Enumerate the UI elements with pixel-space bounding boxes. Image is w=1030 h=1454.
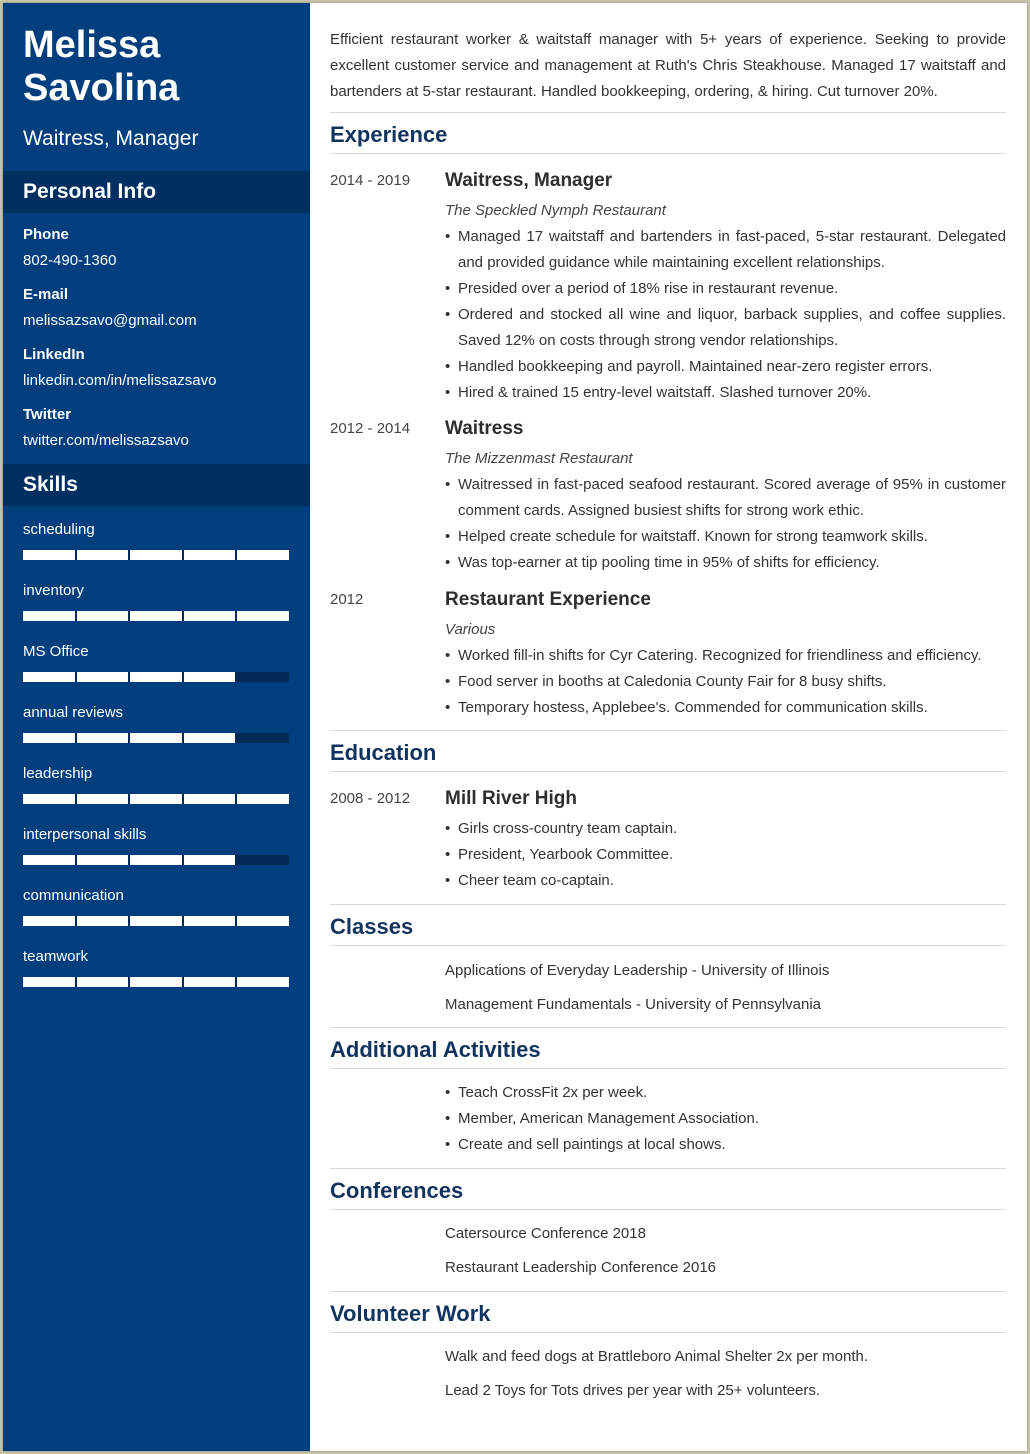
skill-bar-segment: [237, 977, 289, 987]
list-item: • Food server in booths at Caledonia County Fair for 8 busy shifts.: [445, 669, 1006, 695]
activities-heading: Additional Activities: [330, 1037, 541, 1062]
skill-bar-segment: [77, 977, 129, 987]
list-item: • Managed 17 waitstaff and bartenders in fast-paced, 5-star restaurant. Delegated and provided guidance while maintaining excellent relationships.: [445, 224, 1006, 276]
list-item: • Presided over a period of 18% rise in restaurant revenue.: [445, 276, 1006, 302]
conference-item: Restaurant Leadership Conference 2016: [445, 1259, 717, 1276]
skill-bar-segment: [184, 611, 236, 621]
classes-heading: Classes: [330, 914, 414, 939]
list-item: • Girls cross-country team captain.: [445, 816, 1006, 842]
linkedin-value: linkedin.com/in/melissazsavo: [23, 372, 217, 389]
job-title: Restaurant Experience: [445, 589, 651, 610]
list-item: • President, Yearbook Committee.: [445, 842, 1006, 868]
volunteer-heading: Volunteer Work: [330, 1301, 491, 1326]
skill-name: annual reviews: [23, 704, 124, 721]
email-value: melissazsavo@gmail.com: [23, 312, 197, 329]
sidebar: [3, 3, 310, 1451]
skill-bar-segment: [184, 733, 236, 743]
job-date: 2012: [330, 591, 364, 608]
skill-bar-segment: [77, 672, 129, 682]
list-item: • Waitressed in fast-paced seafood restaurant. Scored average of 95% in customer comment cards. Assigned busiest shifts for strong work ethic.: [445, 472, 1006, 524]
skill-bar-segment: [237, 550, 289, 560]
skill-bar-segment: [77, 611, 129, 621]
job-bullets: [445, 224, 1006, 406]
divider: [330, 771, 1006, 772]
skill-bar-segment: [130, 855, 182, 865]
skill-bar-segment: [130, 916, 182, 926]
divider: [330, 153, 1006, 154]
skill-bar-segment: [184, 916, 236, 926]
skill-name: leadership: [23, 765, 93, 782]
linkedin-label: LinkedIn: [23, 346, 85, 363]
skill-name: scheduling: [23, 521, 95, 538]
conference-item: Catersource Conference 2018: [445, 1225, 646, 1242]
skill-bar-segment: [77, 794, 129, 804]
job-employer: The Speckled Nymph Restaurant: [445, 202, 666, 219]
twitter-label: Twitter: [23, 406, 72, 423]
skill-bar-segment: [237, 733, 289, 743]
education-heading: Education: [330, 740, 437, 765]
divider: [330, 1209, 1006, 1210]
divider: [330, 1027, 1006, 1028]
job-title: Waitress, Manager: [445, 170, 613, 191]
skill-bar-segment: [23, 916, 75, 926]
skill-bar: [23, 672, 289, 682]
phone-value: 802-490-1360: [23, 252, 117, 269]
activities-bullets: [445, 1080, 1006, 1158]
skill-bar-segment: [77, 733, 129, 743]
email-label: E-mail: [23, 286, 69, 303]
volunteer-item: Lead 2 Toys for Tots drives per year with 25+ volunteers.: [445, 1382, 821, 1399]
divider: [330, 1291, 1006, 1292]
skill-bar: [23, 916, 289, 926]
divider: [330, 730, 1006, 731]
job-bullets: [445, 643, 1006, 721]
education-date: 2008 - 2012: [330, 790, 411, 807]
skill-bar-segment: [184, 977, 236, 987]
school-name: Mill River High: [445, 788, 577, 809]
skill-name: communication: [23, 887, 124, 904]
job-title: Waitress: [445, 418, 524, 439]
skill-bar-segment: [23, 733, 75, 743]
job-employer: Various: [445, 621, 496, 638]
skill-bar-segment: [184, 794, 236, 804]
skill-name: teamwork: [23, 948, 89, 965]
list-item: • Handled bookkeeping and payroll. Maintained near-zero register errors.: [445, 354, 1006, 380]
skill-bar-segment: [77, 855, 129, 865]
divider: [330, 1068, 1006, 1069]
list-item: • Temporary hostess, Applebee's. Commended for communication skills.: [445, 695, 1006, 721]
volunteer-item: Walk and feed dogs at Brattleboro Animal Shelter 2x per month.: [445, 1348, 869, 1365]
skill-bar-segment: [77, 916, 129, 926]
resume-page: [3, 3, 1027, 1451]
skill-bar: [23, 611, 289, 621]
divider: [330, 1168, 1006, 1169]
candidate-role: Waitress, Manager: [23, 127, 199, 150]
skill-bar-segment: [130, 977, 182, 987]
twitter-value: twitter.com/melissazsavo: [23, 432, 189, 449]
divider: [330, 112, 1006, 113]
divider: [330, 1332, 1006, 1333]
list-item: • Hired & trained 15 entry-level waitstaff. Slashed turnover 20%.: [445, 380, 1006, 406]
skill-bar-segment: [23, 550, 75, 560]
list-item: • Teach CrossFit 2x per week.: [445, 1080, 1006, 1106]
personal-info-heading: Personal Info: [3, 171, 310, 213]
skill-bar: [23, 855, 289, 865]
skill-bar-segment: [130, 794, 182, 804]
skill-bar: [23, 794, 289, 804]
experience-heading: Experience: [330, 122, 448, 147]
summary: Efficient restaurant worker & waitstaff manager with 5+ years of experience. Seeking to provide excellent customer service and management at Ruth's Chris Steakhouse. Managed 17 waitstaff and bartenders at 5-star restaurant. Handled bookkeeping, ordering, & hiring. Cut turnover 20%.: [330, 31, 1006, 100]
skill-bar-segment: [130, 611, 182, 621]
skill-name: interpersonal skills: [23, 826, 147, 843]
skill-bar-segment: [23, 855, 75, 865]
skill-bar: [23, 977, 289, 987]
list-item: • Was top-earner at tip pooling time in 95% of shifts for efficiency.: [445, 550, 1006, 576]
list-item: • Member, American Management Association.: [445, 1106, 1006, 1132]
skill-bar-segment: [77, 550, 129, 560]
skill-bar-segment: [184, 550, 236, 560]
skill-bar: [23, 550, 289, 560]
job-bullets: [445, 472, 1006, 576]
candidate-name: Melissa Savolina: [23, 24, 180, 109]
skill-bar-segment: [130, 672, 182, 682]
divider: [330, 904, 1006, 905]
class-item: Applications of Everyday Leadership - University of Illinois: [445, 962, 830, 979]
skill-bar-segment: [237, 855, 289, 865]
skill-name: inventory: [23, 582, 84, 599]
job-date: 2012 - 2014: [330, 420, 411, 437]
education-bullets: [445, 816, 1006, 894]
divider: [330, 945, 1006, 946]
skill-bar-segment: [23, 794, 75, 804]
list-item: • Create and sell paintings at local shows.: [445, 1132, 1006, 1158]
skill-bar-segment: [130, 733, 182, 743]
skill-bar-segment: [237, 611, 289, 621]
skills-heading: Skills: [3, 464, 310, 506]
list-item: • Worked fill-in shifts for Cyr Catering. Recognized for friendliness and efficiency.: [445, 643, 1006, 669]
skill-bar-segment: [184, 672, 236, 682]
list-item: • Cheer team co-captain.: [445, 868, 1006, 894]
skill-bar-segment: [23, 672, 75, 682]
conferences-heading: Conferences: [330, 1178, 464, 1203]
job-date: 2014 - 2019: [330, 172, 411, 189]
skill-bar-segment: [23, 977, 75, 987]
skill-bar-segment: [184, 855, 236, 865]
list-item: • Ordered and stocked all wine and liquor, barback supplies, and coffee supplies. Saved 12% on costs through strong vendor relationships.: [445, 302, 1006, 354]
skill-name: MS Office: [23, 643, 89, 660]
skill-bar-segment: [23, 611, 75, 621]
skill-bar-segment: [130, 550, 182, 560]
job-employer: The Mizzenmast Restaurant: [445, 450, 633, 467]
skill-bar-segment: [237, 794, 289, 804]
phone-label: Phone: [23, 226, 69, 243]
skill-bar-segment: [237, 916, 289, 926]
class-item: Management Fundamentals - University of Pennsylvania: [445, 996, 822, 1013]
skill-bar: [23, 733, 289, 743]
skill-bar-segment: [237, 672, 289, 682]
list-item: • Helped create schedule for waitstaff. Known for strong teamwork skills.: [445, 524, 1006, 550]
